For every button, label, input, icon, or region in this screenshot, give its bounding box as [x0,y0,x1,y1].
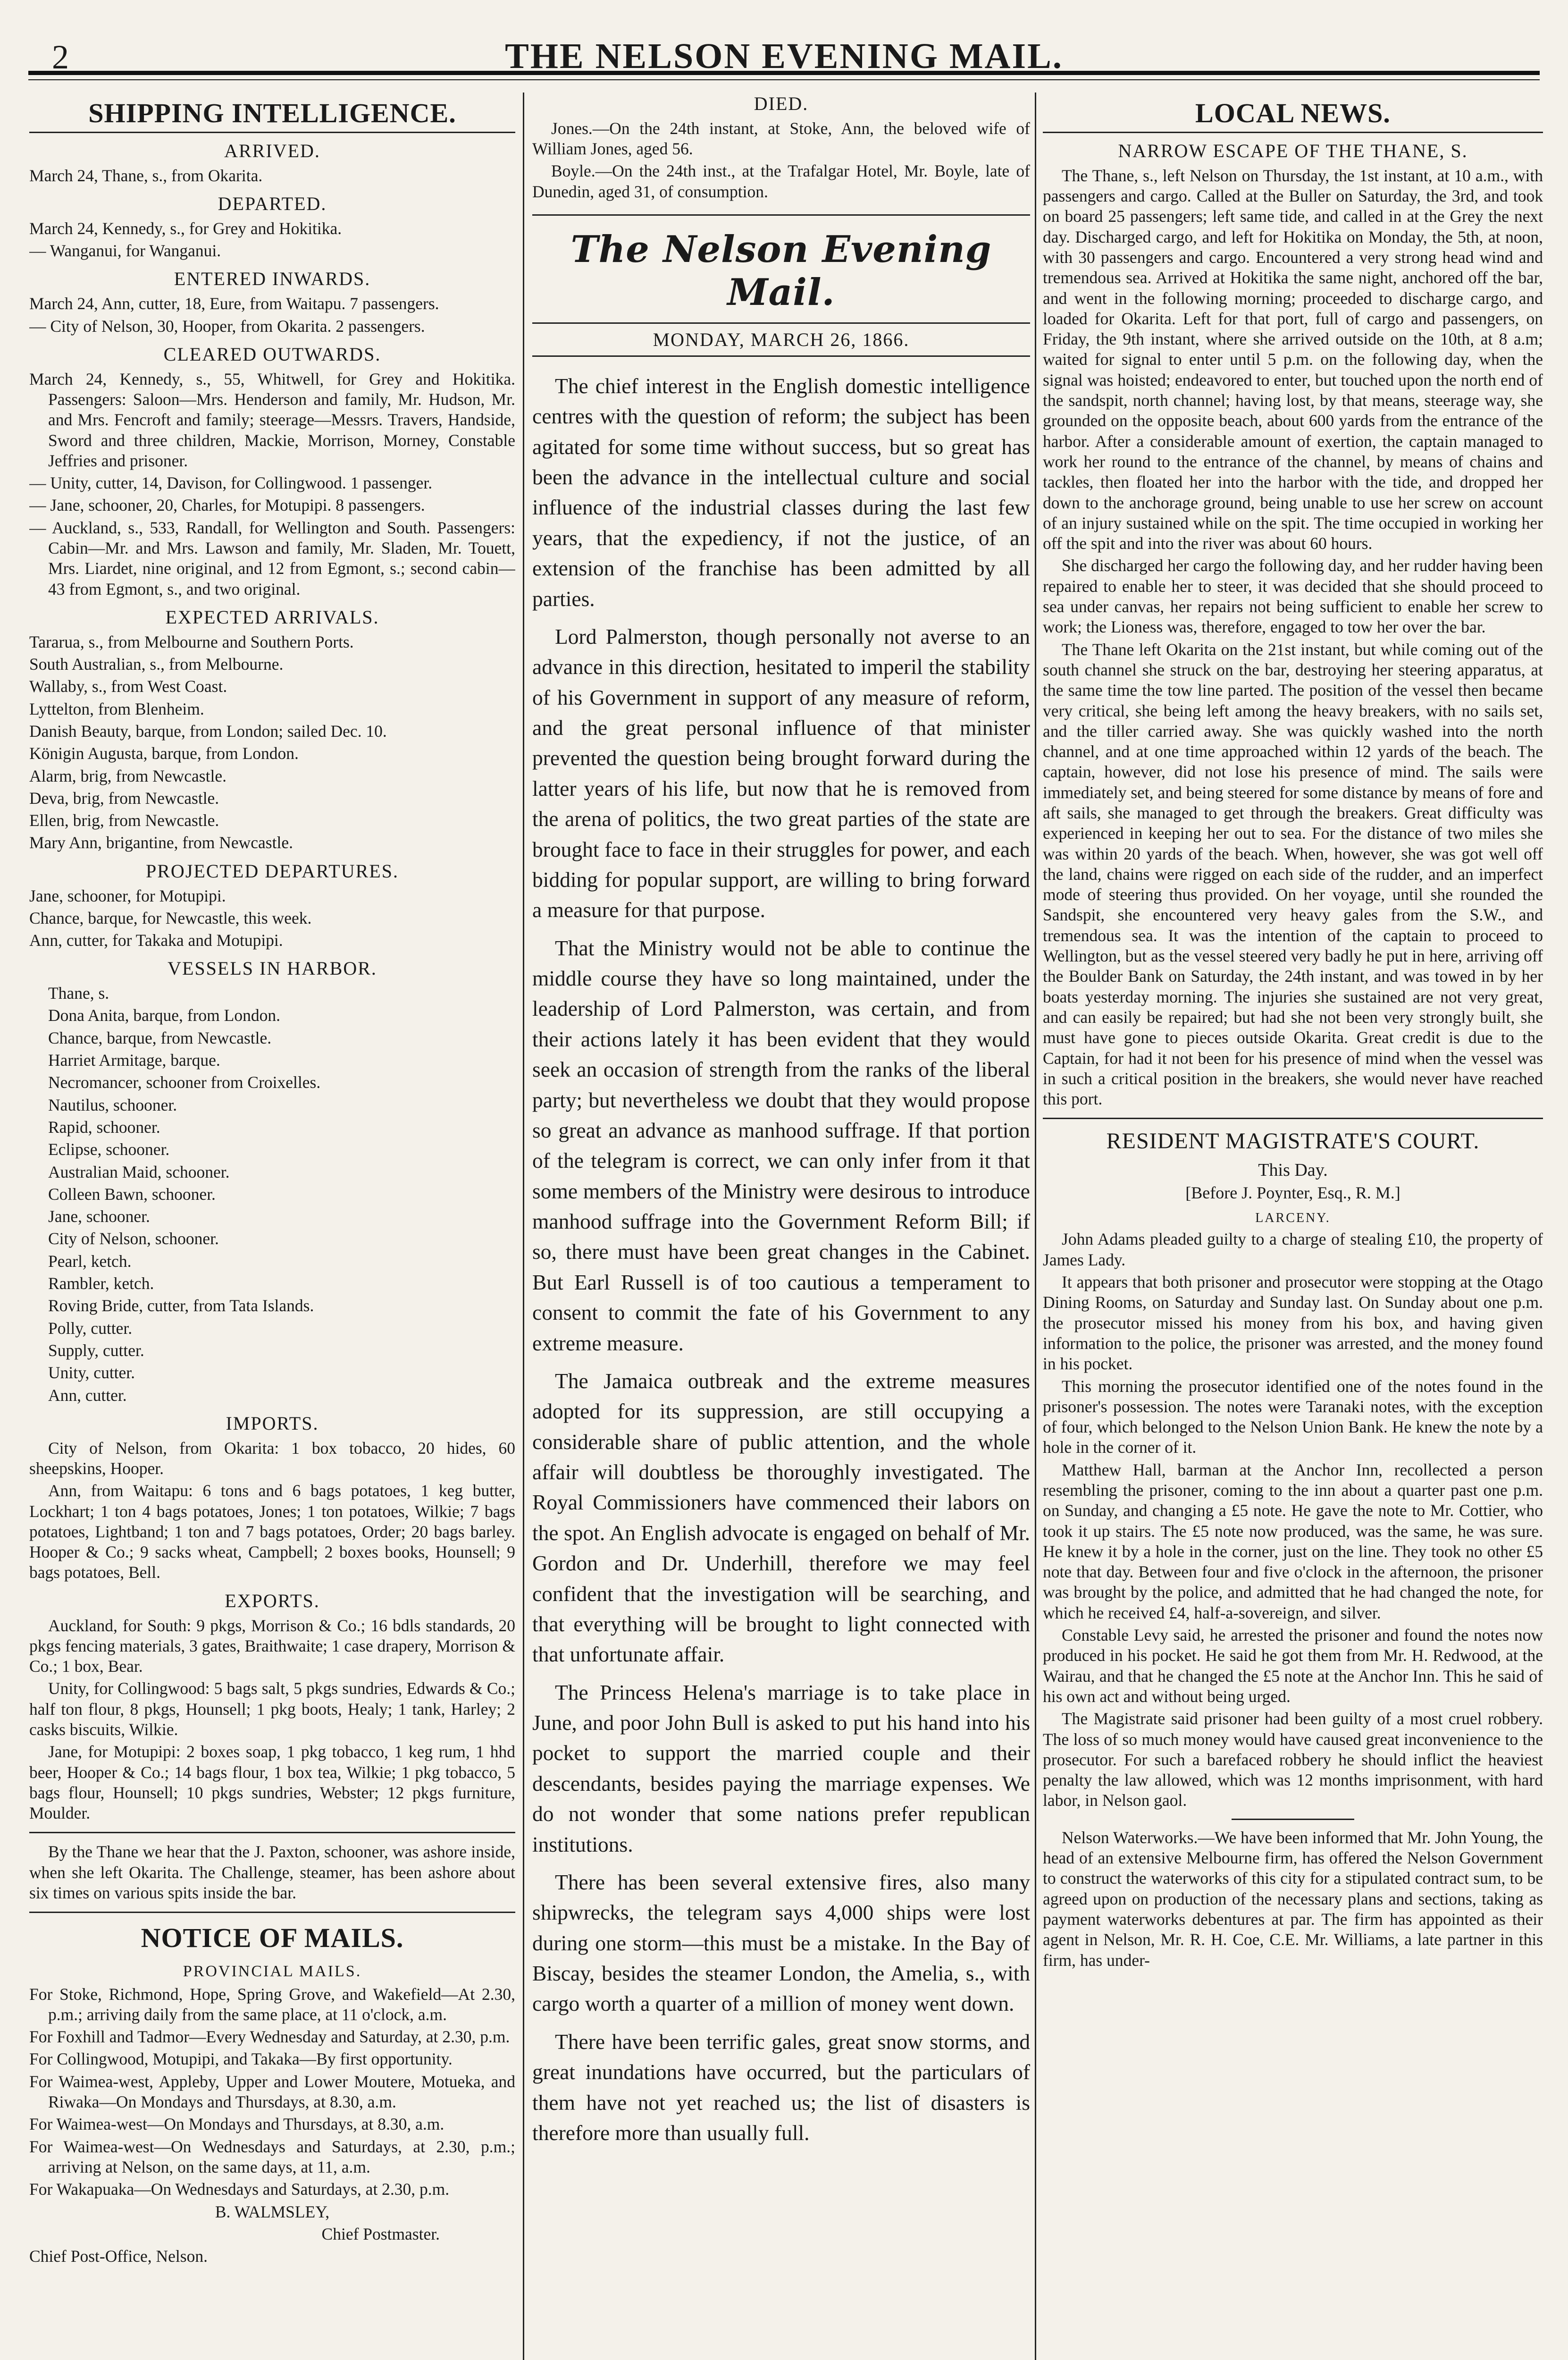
harbor-item: Harriet Armitage, barque. [48,1051,220,1070]
harbor-heading: VESSELS IN HARBOR. [168,958,377,979]
court-paragraph: Constable Levy said, he arrested the prisoner and found the notes now produced in his pocket. He said he got them from Mr. H. Redwood, at the Wairau, and that he changed the £5 note at the Anchor Inn. This he said of his own act and without being urged. [1043,1626,1543,1706]
departed-item: — Wanganui, for Wanganui. [29,241,221,261]
separator [1043,1118,1543,1119]
imports-heading: IMPORTS. [226,1412,319,1434]
entered-heading: ENTERED INWARDS. [174,268,371,290]
dateline: MONDAY, MARCH 26, 1866. [532,322,1030,357]
cleared-item: — Auckland, s., 533, Randall, for Wellington and South. Passengers: Cabin—Mr. and Mrs. Lawson and family, Mr. Sladen, Mr. Touett, Mrs. Liardet, nine original, and 12 from Egmont, s.; second cabin—43 from Egmont, s., and two original. [29,518,515,598]
harbor-item: Colleen Bawn, schooner. [48,1184,216,1204]
imports-item: Ann, from Waitapu: 6 tons and 6 bags potatoes, 1 keg butter, Lockhart; 1 ton 4 bags potatoes, Jones; 1 ton potatoes, Wilkie; 7 bags potatoes, Lightband; 1 ton and 7 bags potatoes, Order; 20 bags barley. Hooper & Co.; 9 sacks wheat, Campbell; 2 boxes books, Hounsell; 9 bags potatoes, Bell. [29,1481,515,1582]
column-rule [1035,93,1036,2360]
expected-item: Deva, brig, from Newcastle. [29,788,219,808]
column-leader [532,93,1030,2360]
masthead [19,28,1549,85]
harbor-item: Ann, cutter. [48,1385,127,1405]
expected-item: Königin Augusta, barque, from London. [29,744,299,763]
thane-note: By the Thane we hear that the J. Paxton, schooner, was ashore inside, when she left Okarita. The Challenge, steamer, has been ashore about six times on various spits inside the bar. [29,1842,515,1903]
court-paragraph: This morning the prosecutor identified one of the notes found in the prisoner's possession. The notes were Taranaki notes, with the exception of four, which belonged to the Nelson Union Bank. He knew the note by a hole in the corner of it. [1043,1376,1543,1457]
cleared-item: March 24, Kennedy, s., 55, Whitwell, for Grey and Hokitika. Passengers: Saloon—Mrs. Henderson and family, Mr. Hudson, Mr. and Mrs. Fencroft and family; steerage—Messrs. Travers, Handside, Sword and three children, Mackie, Morrison, Morney, Constable Jeffries and prisoner. [29,369,515,470]
mail-item: For Stoke, Richmond, Hope, Spring Grove, and Wakefield—At 2.30, p.m.; arriving daily from the same place, at 11 o'clock, a.m. [29,1984,515,2024]
court-case: LARCENY. [1255,1211,1331,1226]
signature-name: B. WALMSLEY, [215,2202,330,2221]
exports-item: Unity, for Collingwood: 5 bags salt, 5 pkgs sundries, Edwards & Co.; half ton flour, 8 pkgs, Hounsell; 1 pkg boots, Healy; 1 tank, Harley; 2 casks biscuits, Wilkie. [29,1679,515,1739]
entered-item: March 24, Ann, cutter, 18, Eure, from Waitapu. 7 passengers. [29,294,439,313]
leader-article [532,371,1030,2148]
expected-item: South Australian, s., from Melbourne. [29,655,284,674]
local-news-heading: LOCAL NEWS. [1043,97,1543,133]
exports-item: Jane, for Motupipi: 2 boxes soap, 1 pkg tobacco, 1 keg rum, 1 hhd beer, Hooper & Co.; 14 bags flour, 1 box tea, Wilkie; 1 pkg tobacco, 5 bags flour, Hounsell; 10 pkgs sundries, Webster; 12 pkgs furniture, Moulder. [29,1742,515,1823]
separator [29,1912,515,1913]
separator [29,1832,515,1833]
harbor-item: Polly, cutter. [48,1318,133,1338]
imports-item: City of Nelson, from Okarita: 1 box tobacco, 20 hides, 60 sheepskins, Hooper. [29,1438,515,1478]
departed-item: March 24, Kennedy, s., for Grey and Hokitika. [29,219,342,238]
projected-item: Chance, barque, for Newcastle, this week. [29,908,312,927]
leader-paragraph: The Jamaica outbreak and the extreme measures adopted for its suppression, are still occupying a considerable share of public attention, and the whole affair will doubtless be thoroughly investigated. The Royal Commissioners have commenced their labors on the spot. An English advocate is engaged on behalf of Mr. Gordon and Dr. Underhill, therefore we may feel confident that the investigation will be searching, and that everything will be brought to light connected with that unfortunate affair. [532,1368,1030,1667]
harbor-item: Pearl, ketch. [48,1251,132,1271]
mails-subheading: PROVINCIAL MAILS. [183,1963,362,1981]
court-paragraph: The Magistrate said prisoner had been guilty of a most cruel robbery. The loss of so much money would have caused great inconvenience to the prosecutor. For such a barefaced robbery he should inflict the heaviest penalty the law allowed, which was 12 months imprisonment, with hard labor, in Nelson gaol. [1043,1709,1543,1810]
died-item: Boyle.—On the 24th inst., at the Trafalgar Hotel, Mr. Boyle, late of Dunedin, aged 31, of consumption. [532,161,1030,201]
harbor-item: Roving Bride, cutter, from Tata Islands. [48,1296,314,1315]
exports-item: Auckland, for South: 9 pkgs, Morrison & Co.; 16 bdls standards, 20 pkgs fencing materials, 3 gates, Braithwaite; 1 case drapery, Morrison & Co.; 1 box, Bear. [29,1616,515,1676]
departed-heading: DEPARTED. [218,193,327,215]
entered-item: — City of Nelson, 30, Hooper, from Okarita. 2 passengers. [29,316,425,336]
signature-title: Chief Postmaster. [321,2224,440,2243]
cleared-heading: CLEARED OUTWARDS. [163,343,381,365]
expected-item: Lyttelton, from Blenheim. [29,699,204,718]
news-paragraph: The Thane, s., left Nelson on Thursday, the 1st instant, at 10 a.m., with passengers and cargo. Called at the Buller on Saturday, the 3rd, and took on board 25 passengers; left same tide, and called in at the Grey the next day. Discharged cargo, and left for Hokitika on Monday, the 5th, at noon, with 30 passengers and cargo. Encountered a very strong head wind and tremendous sea. Arrived at Hokitika the same night, anchored off the bar, and went in the following morning; proceeded to discharge cargo, and loaded for Okarita. Left for that port, full of cargo and passengers, on Friday, the 9th instant, where she arrived outside on the 10th, at 8 a.m; waited for signal to enter until 5 p.m. on the following day, when the signal was hoisted; endeavored to enter, but touched upon the north end of the sandspit, north channel; having lost, by that means, steerage way, she grounded on the opposite beach, about 600 yards from the entrance of the harbor. After a considerable amount of exertion, the captain managed to work her round to the entrance of the channel, by means of chains and tackles, then floated her into the harbor with the tide, and dropped her down to the anchorage ground, being unable to use her screw on account of an injury sustained while on the spit. The time occupied in working her off the spit and into the river was about 60 hours. [1043,166,1543,553]
court-day: This Day. [1258,1160,1328,1180]
projected-item: Jane, schooner, for Motupipi. [29,886,226,905]
court-paragraph: Matthew Hall, barman at the Anchor Inn, recollected a person resembling the prisoner, coming to the inn about a quarter past one p.m. on Sunday, and changing a £5 note. He gave the note to Mr. Cottier, who took it up stairs. The £5 note now produced, was the same, he was sure. He knew it by a hole in the corner, just on the line. They took no other £5 note that day. Between four and five o'clock in the afternoon, the prisoner was brought by the police, and admitted that he had changed the note, for which he received £4, half-a-sovereign, and silver. [1043,1460,1543,1622]
expected-item: Mary Ann, brigantine, from Newcastle. [29,833,293,852]
arrived-heading: ARRIVED. [224,140,320,161]
expected-item: Tararua, s., from Melbourne and Southern Ports. [29,632,354,651]
harbor-item: Dona Anita, barque, from London. [48,1006,280,1025]
court-before: [Before J. Poynter, Esq., R. M.] [1185,1183,1400,1203]
cleared-item: — Jane, schooner, 20, Charles, for Motupipi. 8 passengers. [29,496,425,515]
separator [1232,1819,1354,1820]
expected-item: Ellen, brig, from Newcastle. [29,811,219,830]
column-local-news [1043,93,1543,2360]
leader-paragraph: The Princess Helena's marriage is to take place in June, and poor John Bull is asked to put his hand into his pocket to support the married couple and their descendants, besides paying the marriage expenses. We do not wonder that some nations prefer republican institutions. [532,1680,1030,1856]
harbor-item: Jane, schooner. [48,1207,150,1226]
shipping-heading: SHIPPING INTELLIGENCE. [29,97,515,133]
projected-item: Ann, cutter, for Takaka and Motupipi. [29,931,283,950]
harbor-item: Rambler, ketch. [48,1274,154,1293]
court-paragraph: It appears that both prisoner and prosecutor were stopping at the Otago Dining Rooms, on Saturday and Sunday last. On Sunday about one p.m. the prosecutor missed his money from his box, and having given information to the police, the prisoner was arrested, and the money found in his pocket. [1043,1273,1543,1374]
expected-item: Wallaby, s., from West Coast. [29,677,227,696]
leader-paragraph: Lord Palmerston, though personally not averse to an advance in this direction, hesitated to imperil the stability of his Government in support of any measure of reform, and the great personal influence of that minister prevented the question being brought forward during the latter years of his life, but now that he is removed from the arena of politics, the two great parties of the state are brought face to face in their struggles for power, and each bidding for popular support, are willing to bring forward a measure for that purpose. [532,624,1030,922]
separator [532,214,1030,216]
projected-heading: PROJECTED DEPARTURES. [146,860,399,882]
mail-item: For Wakapuaka—On Wednesdays and Saturdays, at 2.30, p.m. [29,2180,450,2199]
expected-heading: EXPECTED ARRIVALS. [165,606,379,628]
thane-heading: NARROW ESCAPE OF THE THANE, S. [1118,140,1468,161]
mail-item: For Foxhill and Tadmor—Every Wednesday and Saturday, at 2.30, p.m. [29,2027,510,2047]
harbor-item: Unity, cutter. [48,1363,135,1382]
court-heading: RESIDENT MAGISTRATE'S COURT. [1106,1129,1480,1154]
harbor-item: Nautilus, schooner. [48,1095,177,1114]
column-shipping [29,93,515,2360]
expected-item: Danish Beauty, barque, from London; sailed Dec. 10. [29,721,387,741]
mail-item: For Waimea-west—On Wednesdays and Saturdays, at 2.30, p.m.; arriving at Nelson, on the same days, at 11, a.m. [29,2137,515,2176]
harbor-item: City of Nelson, schooner. [48,1229,219,1248]
mail-item: For Waimea-west, Appleby, Upper and Lower Moutere, Motueka, and Riwaka—On Mondays and Thursdays, at 8.30, a.m. [29,2072,515,2112]
page-number: 2 [52,38,69,76]
leader-paragraph: That the Ministry would not be able to continue the middle course they have so long maintained, under the leadership of Lord Palmerston, was certain, and from their actions lately it has been evident that they would seek an occasion of strength from the ranks of the liberal party; but nevertheless we doubt that they would propose so great an advance as manhood suffrage. If that portion of the telegram is correct, we can only infer from it that some members of the Ministry were desirous to introduce manhood suffrage into the Government Reform Bill; if so, there must have been great changes in the Cabinet. But Earl Russell is of too cautious a temperament to consent to commit the fate of his Government to any extreme measure. [532,936,1030,1355]
paper-title: THE NELSON EVENING MAIL. [505,36,1063,76]
exports-heading: EXPORTS. [225,1590,320,1611]
mail-item: For Waimea-west—On Mondays and Thursdays, at 8.30, a.m. [29,2115,444,2134]
signature-place: Chief Post-Office, Nelson. [29,2247,208,2266]
harbor-item: Chance, barque, from Newcastle. [48,1028,272,1047]
harbor-item: Necromancer, schooner from Croixelles. [48,1073,321,1092]
column-rule [523,93,524,2360]
leader-paragraph: There have been terrific gales, great snow storms, and great inundations have occurred, but the particulars of them have not yet reached us; the list of disasters is therefore more than usually full. [532,2029,1030,2145]
harbor-item: Rapid, schooner. [48,1117,160,1137]
expected-item: Alarm, brig, from Newcastle. [29,766,226,785]
cleared-item: — Unity, cutter, 14, Davison, for Collingwood. 1 passenger. [29,473,433,493]
masthead-rule-thin [28,79,1540,80]
harbor-item: Eclipse, schooner. [48,1140,170,1159]
mails-heading: NOTICE OF MAILS. [141,1922,404,1954]
harbor-item: Supply, cutter. [48,1340,144,1360]
news-paragraph: The Thane left Okarita on the 21st instant, but while coming out of the south channel she struck on the bar, destroying her steering apparatus, at the same time the tow line parted. The position of the vessel then became very critical, she being left among the heavy breakers, with no sails set, and the tiller carried away. She was quickly washed into the north channel, and at one time approached within 12 yards of the beach. The captain, however, did not lose his presence of mind. The sails were immediately set, and being steered for some distance by means of fore and aft sails, she managed to get through the breakers. Great difficulty was experienced in keeping her out to sea. For the distance of two miles she was within 20 yards of the beach. When, however, she was got well off the land, chains were rigged on each side of the rudder, and an imperfect mode of steering thus provided. On her voyage, until she rounded the Sandspit, she encountered very heavy gales from the S.W., and tremendous sea. It was the intention of the captain to proceed to Wellington, but as the vessel steered very badly he put in here, arriving off the Boulder Bank on Saturday, the 24th instant, and was towed in by her boats yesterday morning. The injuries she sustained are not very great, and can easily be repaired; but had she not been very strongly built, she must have gone to pieces outside Okarita. Great credit is due to the Captain, for had it not been for his presence of mind when the vessel was in such a critical position in the breakers, she would never have reached this port. [1043,640,1543,1109]
died-heading: DIED. [754,93,809,114]
leader-title: The Nelson Evening Mail. [570,228,992,314]
leader-paragraph: The chief interest in the English domestic intelligence centres with the question of reform; the subject has been agitated for some time without success, but so great has been the advance in the intellectual culture and social influence of the industrial classes during the last few years, that the expediency, if not the justice, of an extension of the franchise has been admitted by all parties. [532,373,1030,611]
masthead-rule [28,71,1540,75]
leader-paragraph: There has been several extensive fires, also many shipwrecks, the telegram says 4,000 ships were lost during one storm—this must be a mistake. In the Bay of Biscay, besides the steamer London, the Amelia, s., with cargo worth a quarter of a million of money went down. [532,1870,1030,2016]
mail-item: For Collingwood, Motupipi, and Takaka—By first opportunity. [29,2049,453,2069]
court-paragraph: John Adams pleaded guilty to a charge of stealing £10, the property of James Lady. [1043,1230,1543,1269]
arrived-item: March 24, Thane, s., from Okarita. [29,166,263,185]
waterworks-paragraph: Nelson Waterworks.—We have been informed that Mr. John Young, the head of an extensive Melbourne firm, has offered the Nelson Government to construct the waterworks of this city for a stipulated contract sum, to be agreed upon on production of the necessary plans and sections, taking as payment waterworks debentures at par. The firm has appointed as their agent in Nelson, Mr. R. H. Coe, C.E. Mr. Williams, a late partner in this firm, has under- [1043,1828,1543,1970]
news-paragraph: She discharged her cargo the following day, and her rudder having been repaired to enable her to steer, it was decided that she should proceed to sea under canvas, her repairs not being sufficient to enable her screw to work; the Lioness was, therefore, engaged to tow her over the bar. [1043,556,1543,637]
harbor-item: Australian Maid, schooner. [48,1162,230,1181]
died-item: Jones.—On the 24th instant, at Stoke, Ann, the beloved wife of William Jones, aged 56. [532,118,1030,159]
harbor-item: Thane, s. [48,984,109,1003]
